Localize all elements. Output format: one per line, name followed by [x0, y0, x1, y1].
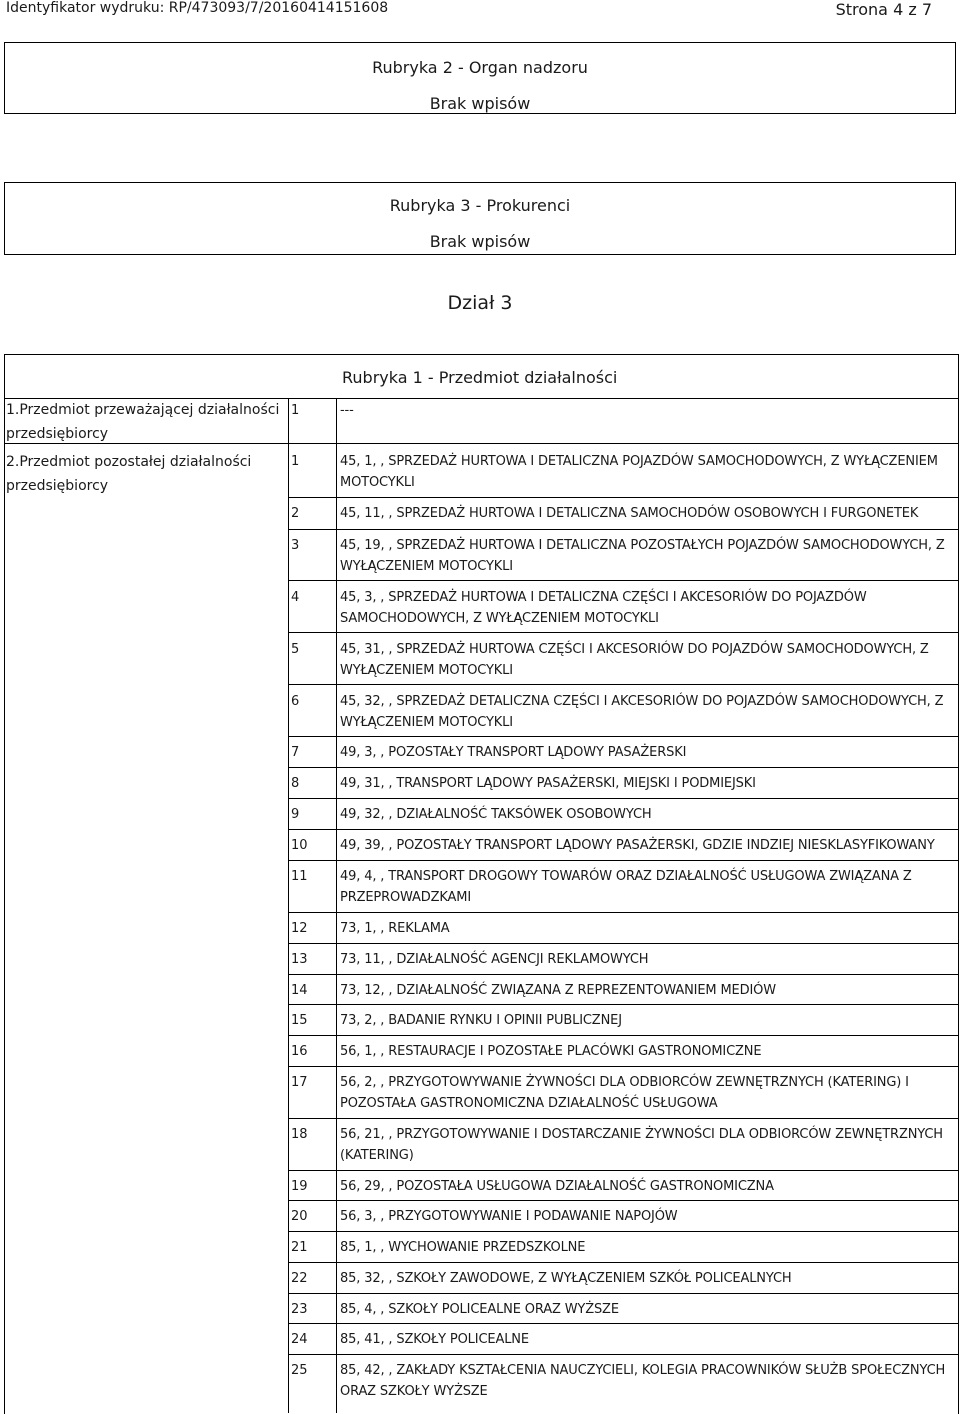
row-divider — [289, 497, 959, 498]
activity-text: 73, 1, , REKLAMA — [340, 921, 450, 936]
column-divider — [288, 398, 289, 1413]
activity-text: 85, 32, , SZKOŁY ZAWODOWE, Z WYŁĄCZENIEM SZKÓŁ POLICEALNYCH — [340, 1271, 792, 1286]
label-other-activity — [6, 450, 251, 498]
row-divider — [289, 912, 959, 913]
row-divider — [289, 1170, 959, 1171]
activity-text: 73, 2, , BADANIE RYNKU I OPINII PUBLICZNEJ — [340, 1013, 622, 1028]
activity-number: 5 — [291, 642, 300, 657]
row-divider — [289, 860, 959, 861]
activity-number: 25 — [291, 1363, 308, 1378]
activity-text: 85, 42, , ZAKŁADY KSZTAŁCENIA NAUCZYCIELI, KOLEGIA PRACOWNIKÓW SŁUŻB SPOŁECZNYCH ORAZ SZKOŁY WYŻSZE — [340, 1363, 946, 1399]
activity-number: 1 — [291, 454, 300, 469]
activity-number: 6 — [291, 694, 300, 709]
row-divider — [289, 1200, 959, 1201]
activity-number: 13 — [291, 952, 308, 967]
row-divider — [289, 736, 959, 737]
activity-text: 45, 19, , SPRZEDAŻ HURTOWA I DETALICZNA POZOSTAŁYCH POJAZDÓW SAMOCHODOWYCH, Z WYŁĄCZENIEM MOTOCYKLI — [340, 538, 945, 574]
activity-text: 45, 11, , SPRZEDAŻ HURTOWA I DETALICZNA SAMOCHODÓW OSOBOWYCH I FURGONETEK — [340, 506, 919, 521]
activity-number: 10 — [291, 838, 308, 853]
activity-text: 49, 32, , DZIAŁALNOŚĆ TAKSÓWEK OSOBOWYCH — [340, 807, 652, 822]
activity-number: 14 — [291, 983, 308, 998]
activity-number: 3 — [291, 538, 300, 553]
row-divider — [289, 529, 959, 530]
activity-number: 23 — [291, 1302, 308, 1317]
row-divider — [289, 1323, 959, 1324]
row-divider — [289, 684, 959, 685]
row-divider — [289, 798, 959, 799]
main-item-text: --- — [340, 403, 354, 418]
label-other-line-2: przedsiębiorcy — [6, 478, 109, 494]
section-title: Dział 3 — [447, 292, 513, 314]
activity-text: 73, 12, , DZIAŁALNOŚĆ ZWIĄZANA Z REPREZENTOWANIEM MEDIÓW — [340, 983, 776, 998]
activity-text: 56, 1, , RESTAURACJE I POZOSTAŁE PLACÓWKI GASTRONOMICZNE — [340, 1044, 762, 1059]
activity-text: 56, 3, , PRZYGOTOWYWANIE I PODAWANIE NAPOJÓW — [340, 1209, 678, 1224]
activity-text: 56, 2, , PRZYGOTOWYWANIE ŻYWNOŚCI DLA ODBIORCÓW ZEWNĘTRZNYCH (KATERING) I POZOSTAŁA GASTRONOMICZNA DZIAŁALNOŚĆ USŁUGOWA — [340, 1075, 909, 1111]
rubryka-1-title: Rubryka 1 - Przedmiot działalności — [342, 368, 618, 387]
activity-number: 21 — [291, 1240, 308, 1255]
row-divider — [289, 632, 959, 633]
row-divider — [289, 580, 959, 581]
activity-number: 17 — [291, 1075, 308, 1090]
row-divider — [289, 943, 959, 944]
row-divider — [289, 1066, 959, 1067]
activity-text: 49, 39, , POZOSTAŁY TRANSPORT LĄDOWY PASAŻERSKI, GDZIE INDZIEJ NIESKLASYFIKOWANY — [340, 838, 935, 853]
activity-text: 49, 31, , TRANSPORT LĄDOWY PASAŻERSKI, MIEJSKI I PODMIEJSKI — [340, 776, 756, 791]
activity-number: 16 — [291, 1044, 308, 1059]
activity-text: 45, 1, , SPRZEDAŻ HURTOWA I DETALICZNA POJAZDÓW SAMOCHODOWYCH, Z WYŁĄCZENIEM MOTOCYKLI — [340, 454, 938, 490]
activity-number: 8 — [291, 776, 300, 791]
activity-number: 2 — [291, 506, 300, 521]
rubryka-3-status: Brak wpisów — [429, 232, 531, 251]
activity-text: 85, 1, , WYCHOWANIE PRZEDSZKOLNE — [340, 1240, 586, 1255]
activity-text: 45, 3, , SPRZEDAŻ HURTOWA I DETALICZNA CZĘŚCI I AKCESORIÓW DO POJAZDÓW SAMOCHODOWYCH, Z WYŁĄCZENIEM MOTOCYKLI — [340, 590, 867, 626]
row-divider — [289, 1354, 959, 1355]
activity-number: 18 — [291, 1127, 308, 1142]
activity-number: 19 — [291, 1179, 308, 1194]
rubryka-2-box — [4, 42, 956, 114]
label-main-line-2: przedsiębiorcy — [6, 426, 109, 442]
row-divider — [289, 767, 959, 768]
activity-text: 49, 3, , POZOSTAŁY TRANSPORT LĄDOWY PASAŻERSKI — [340, 745, 687, 760]
activity-text: 56, 21, , PRZYGOTOWYWANIE I DOSTARCZANIE ŻYWNOŚCI DLA ODBIORCÓW ZEWNĘTRZNYCH (KATERING) — [340, 1127, 943, 1163]
activity-number: 20 — [291, 1209, 308, 1224]
label-main-activity — [6, 398, 279, 446]
column-divider — [336, 398, 337, 1413]
label-other-line-1: 2.Przedmiot pozostałej działalności — [6, 454, 252, 470]
activity-number: 11 — [291, 869, 308, 884]
activity-number: 7 — [291, 745, 300, 760]
rubryka-2-title: Rubryka 2 - Organ nadzoru — [372, 58, 588, 77]
row-divider — [289, 1035, 959, 1036]
activity-number: 22 — [291, 1271, 308, 1286]
row-divider — [289, 1293, 959, 1294]
row-divider — [289, 974, 959, 975]
page-number: Strona 4 z 7 — [835, 0, 932, 19]
main-item-number: 1 — [291, 403, 300, 418]
activity-text: 49, 4, , TRANSPORT DROGOWY TOWARÓW ORAZ DZIAŁALNOŚĆ USŁUGOWA ZWIĄZANA Z PRZEPROWADZKAMI — [340, 869, 912, 905]
activity-number: 4 — [291, 590, 300, 605]
activity-text: 45, 31, , SPRZEDAŻ HURTOWA CZĘŚCI I AKCESORIÓW DO POJAZDÓW SAMOCHODOWYCH, Z WYŁĄCZENIEM MOTOCYKLI — [340, 642, 929, 678]
rubryka-2-status: Brak wpisów — [429, 94, 531, 113]
activity-number: 15 — [291, 1013, 308, 1028]
row-divider — [289, 1004, 959, 1005]
activity-text: 56, 29, , POZOSTAŁA USŁUGOWA DZIAŁALNOŚĆ GASTRONOMICZNA — [340, 1179, 774, 1194]
row-divider — [289, 1118, 959, 1119]
activity-number: 9 — [291, 807, 300, 822]
row-divider — [289, 1262, 959, 1263]
activity-text: 45, 32, , SPRZEDAŻ DETALICZNA CZĘŚCI I AKCESORIÓW DO POJAZDÓW SAMOCHODOWYCH, Z WYŁĄCZENIEM MOTOCYKLI — [340, 694, 944, 730]
print-identifier: Identyfikator wydruku: RP/473093/7/20160414151608 — [6, 0, 389, 16]
rubryka-3-title: Rubryka 3 - Prokurenci — [389, 196, 571, 215]
row-divider — [289, 829, 959, 830]
row-divider — [289, 1231, 959, 1232]
activity-text: 85, 41, , SZKOŁY POLICEALNE — [340, 1332, 529, 1347]
activity-text: 73, 11, , DZIAŁALNOŚĆ AGENCJI REKLAMOWYCH — [340, 952, 649, 967]
activity-number: 24 — [291, 1332, 308, 1347]
activity-text: 85, 4, , SZKOŁY POLICEALNE ORAZ WYŻSZE — [340, 1302, 619, 1317]
activity-number: 12 — [291, 921, 308, 936]
rubryka-3-box — [4, 182, 956, 255]
label-main-line-1: 1.Przedmiot przeważającej działalności — [6, 402, 280, 418]
